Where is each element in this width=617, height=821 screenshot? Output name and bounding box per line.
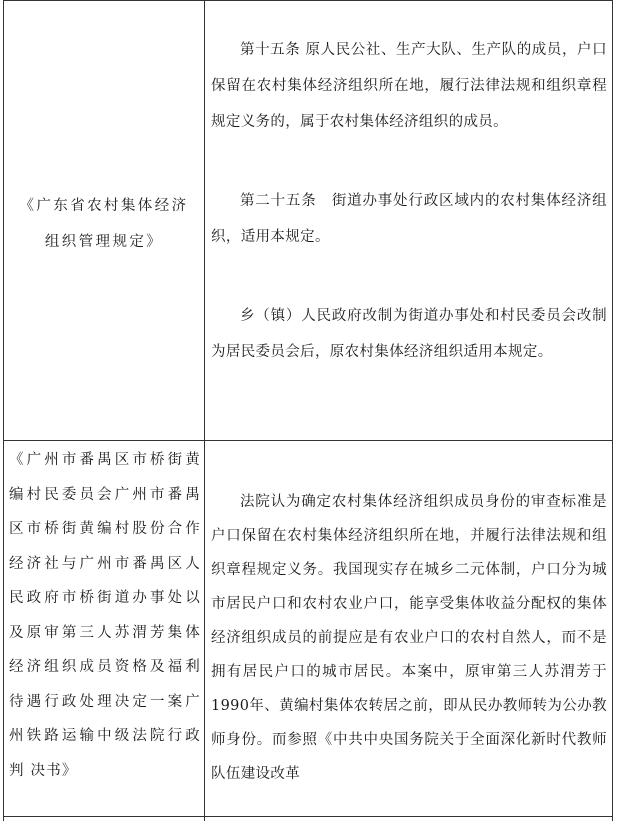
row1-source-title xyxy=(4,188,204,260)
row2-source-line: 待遇行政处理决定一案广 xyxy=(9,693,201,710)
row2-source-line: 编村民委员会广州市番禺 xyxy=(9,486,201,503)
table-row-divider xyxy=(3,440,613,441)
row1-source-line: 组织管理规定》 xyxy=(44,234,164,250)
table-border-top xyxy=(3,0,613,1)
row2-source-line: 经济社与广州市番禺区人 xyxy=(9,555,201,572)
row2-source-line: 判 决书》 xyxy=(9,762,78,779)
table-border-left xyxy=(3,0,4,821)
row2-source-line: 经济组织成员资格及福利 xyxy=(9,659,201,675)
row1-reform-clause: 乡（镇）人民政府改制为街道办事处和村民委员会改制为居民委员会后，原农村集体经济组织适用本规定。 xyxy=(211,308,607,360)
table-column-divider xyxy=(204,0,205,821)
row2-source-line: 区市桥街黄编村股份合作 xyxy=(9,521,201,537)
row2-source-line: 及原审第三人苏渭芳集体 xyxy=(9,624,201,641)
table-border-bottom xyxy=(3,816,613,817)
row1-source-line: 《广东省农村集体经济 xyxy=(19,198,189,214)
row2-source-line: 州铁路运输中级法院行政 xyxy=(9,728,201,744)
row2-source-line: 民政府市桥街道办事处以 xyxy=(9,590,201,606)
row2-court-opinion: 法院认为确定农村集体经济组织成员身份的审查标准是户口保留在农村集体经济组织所在地，并履行法律法规和组织章程规定义务。我国现实存在城乡二元体制，户口分为城市居民户口和农村农业户口，能享受集体收益分配权的集体经济组织成员的前提应是有农业户口的农村自然人，而不是拥有居民户口的城市居民。本案中，原审第三人苏渭芳于1990年、黄编村集体农转居之前，即从民办教师转为公办教师身份。而参照《中共中央国务院关于全面深化新时代教师队伍建设改革 xyxy=(211,494,607,782)
row2-source-title xyxy=(9,443,201,788)
row2-source-line: 《广州市番禺区市桥街黄 xyxy=(9,452,201,468)
row1-article-25: 第二十五条 街道办事处行政区域内的农村集体经济组织，适用本规定。 xyxy=(211,193,607,245)
table-border-right xyxy=(612,0,613,821)
row1-article-15: 第十五条 原人民公社、生产大队、生产队的成员，户口保留在农村集体经济组织所在地，履行法律法规和组织章程规定义务的，属于农村集体经济组织的成员。 xyxy=(211,42,607,130)
